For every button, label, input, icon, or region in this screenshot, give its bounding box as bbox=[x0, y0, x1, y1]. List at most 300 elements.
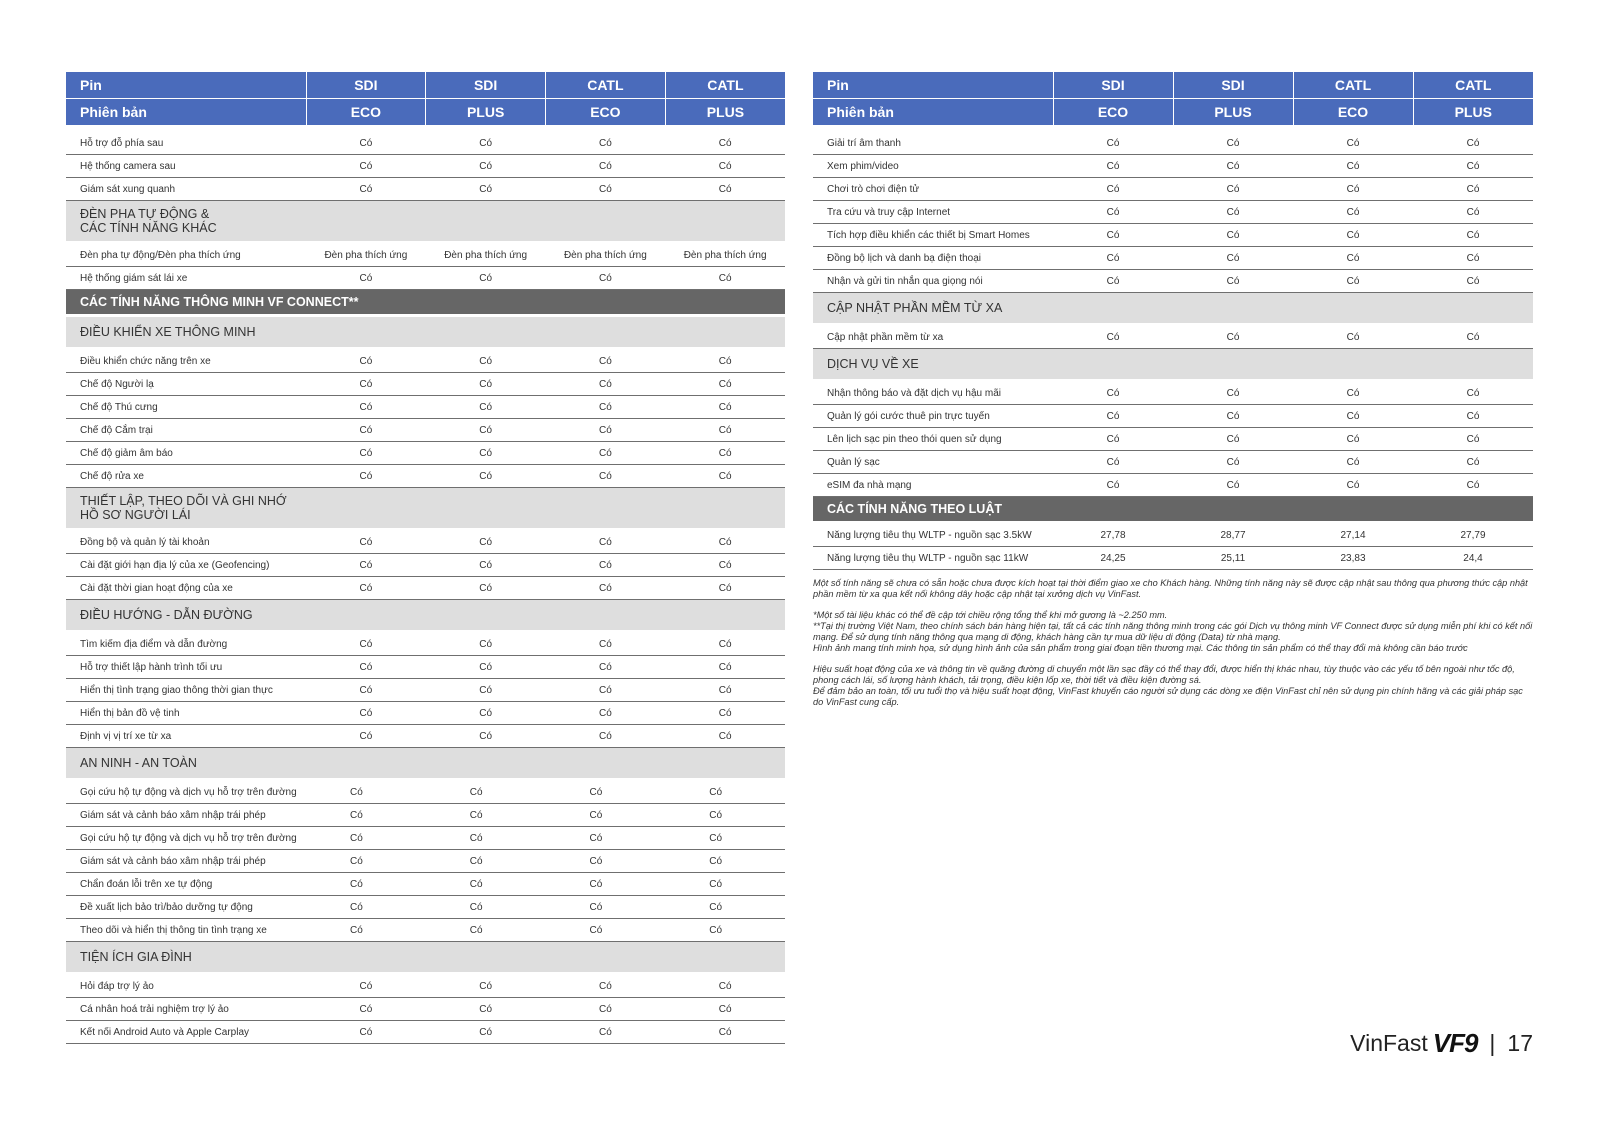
table-row bbox=[66, 396, 785, 419]
feature-value: Có bbox=[546, 827, 666, 850]
feature-value: Có bbox=[665, 896, 785, 919]
footnote-line: **Tại thị trường Việt Nam, theo chính sách bán hàng hiện tại, tất cả các tính năng thông minh trong các gói Dịch vụ thông minh VF Connect được sử dụng miễn phí khi có kết nối mạng. Để sử dụng tính năng thông qua mạng di động, khách hàng cần tự mua dữ liệu di động (Data) từ nhà mạng. bbox=[813, 621, 1533, 642]
feature-value: Có bbox=[546, 725, 666, 748]
section-title-line: DỊCH VỤ VỀ XE bbox=[827, 357, 919, 371]
feature-label: Giám sát xung quanh bbox=[66, 178, 306, 201]
feature-label: Chế độ Cắm trại bbox=[66, 419, 306, 442]
feature-label: Năng lượng tiêu thụ WLTP - nguồn sạc 3.5kW bbox=[813, 523, 1053, 547]
feature-value: Có bbox=[1413, 155, 1533, 178]
feature-value: Có bbox=[426, 656, 546, 679]
header-variant-cell: SDI bbox=[426, 72, 546, 99]
table-row bbox=[66, 373, 785, 396]
feature-value: 24,25 bbox=[1053, 547, 1173, 570]
feature-value: Có bbox=[1413, 451, 1533, 474]
table-row bbox=[66, 1021, 785, 1044]
feature-value: Đèn pha thích ứng bbox=[546, 243, 666, 267]
footnote-line: Một số tính năng sẽ chưa có sẵn hoặc chưa được kích hoạt tại thời điểm giao xe cho Khách hàng. Những tính năng này sẽ được cập nhật sau thông qua phương thức cập nhật phần mềm từ xa qua kết nối không dây hoặc cập nhật tại xưởng dịch vụ VinFast. bbox=[813, 578, 1528, 599]
feature-value: Có bbox=[306, 178, 426, 201]
header-variant-cell: SDI bbox=[1173, 72, 1293, 99]
feature-value: Có bbox=[665, 679, 785, 702]
feature-value: Có bbox=[665, 998, 785, 1021]
feature-value: Có bbox=[1053, 201, 1173, 224]
feature-value: Có bbox=[665, 349, 785, 373]
section-title bbox=[66, 942, 785, 974]
footnotes bbox=[813, 578, 1533, 718]
table-row bbox=[66, 632, 785, 656]
feature-label: Xem phim/video bbox=[813, 155, 1053, 178]
feature-value: Có bbox=[426, 974, 546, 998]
feature-value: 27,79 bbox=[1413, 523, 1533, 547]
feature-value: Có bbox=[546, 349, 666, 373]
table-row bbox=[813, 224, 1533, 247]
table-row bbox=[66, 827, 785, 850]
right-table-header bbox=[813, 72, 1533, 126]
feature-value: Có bbox=[306, 465, 426, 488]
footnote-paragraph bbox=[813, 578, 1533, 600]
left-spec-table bbox=[66, 72, 785, 1044]
footer-separator: | bbox=[1489, 1030, 1496, 1056]
feature-value: Có bbox=[306, 804, 426, 827]
feature-value: Có bbox=[546, 554, 666, 577]
feature-value: Có bbox=[1413, 428, 1533, 451]
table-row bbox=[66, 243, 785, 267]
feature-value: Có bbox=[1053, 325, 1173, 349]
feature-value: Có bbox=[546, 632, 666, 656]
feature-label: Chế độ giảm âm báo bbox=[66, 442, 306, 465]
header-label-cell: Pin bbox=[813, 72, 1053, 99]
feature-label: Lên lịch sạc pin theo thói quen sử dụng bbox=[813, 428, 1053, 451]
feature-value: Có bbox=[546, 998, 666, 1021]
feature-value: Có bbox=[1293, 451, 1413, 474]
feature-value: Có bbox=[1173, 451, 1293, 474]
feature-label: Chế độ Người lạ bbox=[66, 373, 306, 396]
feature-value: Có bbox=[1293, 178, 1413, 201]
feature-value: Có bbox=[1293, 155, 1413, 178]
footnote-line: *Một số tài liệu khác có thể đề cập tới chiều rộng tổng thể khi mở gương là ~2.250 mm. bbox=[813, 610, 1168, 620]
header-variant-cell: PLUS bbox=[1413, 99, 1533, 126]
header-row bbox=[66, 72, 785, 99]
feature-value: Có bbox=[306, 873, 426, 896]
table-row bbox=[813, 381, 1533, 405]
feature-value: Có bbox=[1053, 405, 1173, 428]
feature-value: 27,14 bbox=[1293, 523, 1413, 547]
feature-value: Có bbox=[665, 873, 785, 896]
feature-value: Có bbox=[306, 373, 426, 396]
feature-value: Có bbox=[306, 827, 426, 850]
table-row bbox=[813, 178, 1533, 201]
feature-value: Có bbox=[1413, 178, 1533, 201]
feature-value: Có bbox=[665, 1021, 785, 1044]
feature-value: Có bbox=[426, 132, 546, 155]
feature-value: Có bbox=[1293, 132, 1413, 155]
feature-value: Có bbox=[546, 155, 666, 178]
feature-value: Có bbox=[546, 442, 666, 465]
feature-value: Có bbox=[426, 827, 546, 850]
feature-value: Có bbox=[306, 554, 426, 577]
feature-value: Có bbox=[426, 554, 546, 577]
feature-value: Có bbox=[1293, 325, 1413, 349]
feature-value: 23,83 bbox=[1293, 547, 1413, 570]
feature-value: Có bbox=[306, 974, 426, 998]
section-title-line: ĐIỀU KHIỂN XE THÔNG MINH bbox=[80, 325, 256, 339]
feature-value: Có bbox=[1173, 155, 1293, 178]
category-title: CÁC TÍNH NĂNG THÔNG MINH VF CONNECT** bbox=[66, 290, 785, 316]
feature-value: Có bbox=[546, 702, 666, 725]
feature-label: Hệ thống giám sát lái xe bbox=[66, 267, 306, 290]
table-row bbox=[813, 132, 1533, 155]
feature-label: Kết nối Android Auto và Apple Carplay bbox=[66, 1021, 306, 1044]
section-title-line: ĐÈN PHA TỰ ĐỘNG & bbox=[80, 207, 210, 221]
category-header bbox=[813, 497, 1533, 523]
left-table-body bbox=[66, 126, 785, 1044]
table-row bbox=[66, 178, 785, 201]
feature-value: Có bbox=[426, 702, 546, 725]
feature-value: Có bbox=[1293, 428, 1413, 451]
feature-label: Hỏi đáp trợ lý ảo bbox=[66, 974, 306, 998]
feature-value: Có bbox=[426, 349, 546, 373]
feature-value: Có bbox=[546, 850, 666, 873]
feature-value: Có bbox=[665, 178, 785, 201]
header-variant-cell: CATL bbox=[1293, 72, 1413, 99]
section-title bbox=[66, 201, 785, 243]
feature-value: Có bbox=[665, 442, 785, 465]
footnote-paragraph bbox=[813, 664, 1533, 708]
feature-value: Có bbox=[1413, 247, 1533, 270]
feature-value: Có bbox=[546, 132, 666, 155]
feature-value: Có bbox=[546, 974, 666, 998]
table-row bbox=[66, 155, 785, 178]
feature-value: Có bbox=[306, 725, 426, 748]
table-row bbox=[66, 974, 785, 998]
feature-value: Có bbox=[665, 780, 785, 804]
table-row bbox=[66, 804, 785, 827]
feature-value: Có bbox=[1413, 325, 1533, 349]
section-header bbox=[66, 748, 785, 780]
table-row bbox=[66, 725, 785, 748]
header-row bbox=[813, 72, 1533, 99]
feature-value: Có bbox=[426, 804, 546, 827]
table-row bbox=[66, 679, 785, 702]
feature-value: Có bbox=[426, 850, 546, 873]
feature-label: Tích hợp điều khiển các thiết bị Smart Homes bbox=[813, 224, 1053, 247]
feature-value: Có bbox=[665, 656, 785, 679]
feature-value: Có bbox=[306, 1021, 426, 1044]
feature-label: Chẩn đoán lỗi trên xe tự động bbox=[66, 873, 306, 896]
feature-value: Có bbox=[665, 554, 785, 577]
feature-value: Có bbox=[306, 577, 426, 600]
section-title-line: CẬP NHẬT PHẦN MỀM TỪ XA bbox=[827, 301, 1003, 315]
feature-label: Hệ thống camera sau bbox=[66, 155, 306, 178]
feature-value: Có bbox=[1173, 132, 1293, 155]
feature-label: Giám sát và cảnh báo xâm nhập trái phép bbox=[66, 850, 306, 873]
header-variant-cell: CATL bbox=[1413, 72, 1533, 99]
feature-value: Có bbox=[1173, 325, 1293, 349]
header-variant-cell: PLUS bbox=[665, 99, 785, 126]
feature-value: Có bbox=[426, 178, 546, 201]
feature-value: Có bbox=[1413, 405, 1533, 428]
feature-value: Có bbox=[1173, 474, 1293, 497]
feature-value: Có bbox=[1413, 224, 1533, 247]
feature-value: Có bbox=[1053, 474, 1173, 497]
feature-label: Tra cứu và truy cập Internet bbox=[813, 201, 1053, 224]
feature-value: Có bbox=[665, 725, 785, 748]
table-row bbox=[66, 873, 785, 896]
feature-value: Có bbox=[306, 419, 426, 442]
table-row bbox=[66, 850, 785, 873]
feature-value: Có bbox=[306, 896, 426, 919]
feature-label: Nhận thông báo và đặt dịch vụ hậu mãi bbox=[813, 381, 1053, 405]
feature-value: Có bbox=[426, 679, 546, 702]
feature-value: Có bbox=[306, 267, 426, 290]
header-label-cell: Pin bbox=[66, 72, 306, 99]
feature-value: Có bbox=[1173, 178, 1293, 201]
table-row bbox=[813, 201, 1533, 224]
section-title-line: CÁC TÍNH NĂNG KHÁC bbox=[80, 221, 217, 235]
table-row bbox=[813, 547, 1533, 570]
footnote-line: Để đảm bảo an toàn, tối ưu tuổi thọ và hiệu suất hoạt động, VinFast khuyến cáo người sử dụng các dòng xe điện VinFast chỉ nên sử dụng pin chính hãng và các giải pháp sạc do VinFast cung cấp. bbox=[813, 686, 1523, 707]
feature-value: Có bbox=[426, 873, 546, 896]
feature-label: Chế độ rửa xe bbox=[66, 465, 306, 488]
feature-value: Có bbox=[665, 804, 785, 827]
feature-value: Có bbox=[1293, 474, 1413, 497]
left-table-header bbox=[66, 72, 785, 126]
feature-label: Điều khiển chức năng trên xe bbox=[66, 349, 306, 373]
feature-label: Định vị vị trí xe từ xa bbox=[66, 725, 306, 748]
feature-label: Giám sát và cảnh báo xâm nhập trái phép bbox=[66, 804, 306, 827]
page-number: 17 bbox=[1507, 1030, 1533, 1056]
feature-value: Có bbox=[665, 155, 785, 178]
header-variant-cell: CATL bbox=[546, 72, 666, 99]
table-row bbox=[66, 577, 785, 600]
feature-value: Có bbox=[426, 577, 546, 600]
section-title-line: THIẾT LẬP, THEO DÕI VÀ GHI NHỚ bbox=[80, 494, 287, 508]
section-title bbox=[66, 316, 785, 349]
feature-value: Có bbox=[426, 465, 546, 488]
section-title-line: ĐIỀU HƯỚNG - DẪN ĐƯỜNG bbox=[80, 608, 253, 622]
header-variant-cell: PLUS bbox=[426, 99, 546, 126]
header-variant-cell: SDI bbox=[1053, 72, 1173, 99]
brand-name: VinFast bbox=[1350, 1030, 1428, 1056]
feature-value: Có bbox=[306, 530, 426, 554]
feature-value: Có bbox=[306, 850, 426, 873]
feature-label: Chế độ Thú cưng bbox=[66, 396, 306, 419]
feature-value: Có bbox=[426, 442, 546, 465]
feature-value: Có bbox=[1053, 247, 1173, 270]
feature-value: 27,78 bbox=[1053, 523, 1173, 547]
feature-value: Có bbox=[546, 396, 666, 419]
feature-value: Có bbox=[306, 780, 426, 804]
feature-value: Có bbox=[665, 465, 785, 488]
table-row bbox=[813, 474, 1533, 497]
section-header bbox=[66, 316, 785, 349]
feature-label: Giải trí âm thanh bbox=[813, 132, 1053, 155]
feature-value: Có bbox=[665, 577, 785, 600]
feature-value: Có bbox=[1053, 428, 1173, 451]
feature-value: Có bbox=[426, 632, 546, 656]
feature-value: Có bbox=[306, 396, 426, 419]
feature-value: Có bbox=[306, 155, 426, 178]
table-row bbox=[66, 419, 785, 442]
section-title bbox=[813, 293, 1533, 325]
footnote-line: Hình ảnh mang tính minh họa, sử dụng hình ảnh của sản phẩm trong giai đoạn tiền thương mại. Các thông tin sản phẩm có thể thay đổi mà không cần báo trước bbox=[813, 643, 1468, 653]
section-header bbox=[66, 942, 785, 974]
feature-value: Có bbox=[546, 178, 666, 201]
feature-value: Có bbox=[426, 530, 546, 554]
section-header bbox=[813, 293, 1533, 325]
feature-value: Có bbox=[306, 702, 426, 725]
feature-value: Có bbox=[546, 873, 666, 896]
feature-label: Cập nhật phần mềm từ xa bbox=[813, 325, 1053, 349]
header-variant-cell: ECO bbox=[1053, 99, 1173, 126]
table-row bbox=[813, 523, 1533, 547]
feature-label: Gọi cứu hộ tự động và dịch vụ hỗ trợ trên đường bbox=[66, 780, 306, 804]
feature-value: Có bbox=[306, 679, 426, 702]
table-row bbox=[813, 270, 1533, 293]
feature-value: Có bbox=[1173, 381, 1293, 405]
feature-value: Có bbox=[665, 974, 785, 998]
feature-value: Có bbox=[546, 577, 666, 600]
feature-value: Có bbox=[306, 919, 426, 942]
feature-value: Có bbox=[1053, 270, 1173, 293]
section-title-line: AN NINH - AN TOÀN bbox=[80, 756, 197, 770]
table-row bbox=[66, 530, 785, 554]
right-table-body bbox=[813, 126, 1533, 570]
section-title-line: TIỆN ÍCH GIA ĐÌNH bbox=[80, 950, 192, 964]
feature-value: Có bbox=[665, 419, 785, 442]
feature-value: Đèn pha thích ứng bbox=[665, 243, 785, 267]
table-row bbox=[66, 554, 785, 577]
feature-label: Cá nhân hoá trải nghiệm trợ lý ảo bbox=[66, 998, 306, 1021]
feature-value: Có bbox=[1173, 224, 1293, 247]
feature-value: Có bbox=[546, 679, 666, 702]
table-row bbox=[813, 405, 1533, 428]
feature-value: Có bbox=[546, 919, 666, 942]
section-title-line: HỒ SƠ NGƯỜI LÁI bbox=[80, 508, 191, 522]
feature-value: Có bbox=[546, 656, 666, 679]
feature-value: Có bbox=[1173, 201, 1293, 224]
feature-value: Đèn pha thích ứng bbox=[306, 243, 426, 267]
section-title bbox=[66, 488, 785, 530]
feature-value: Có bbox=[1293, 270, 1413, 293]
feature-value: Có bbox=[665, 396, 785, 419]
feature-value: Có bbox=[1413, 270, 1533, 293]
feature-value: 28,77 bbox=[1173, 523, 1293, 547]
feature-value: Có bbox=[665, 919, 785, 942]
feature-value: Có bbox=[426, 780, 546, 804]
feature-value: Có bbox=[546, 530, 666, 554]
feature-value: Có bbox=[1293, 381, 1413, 405]
feature-value: Có bbox=[306, 442, 426, 465]
feature-value: Có bbox=[665, 850, 785, 873]
table-row bbox=[66, 702, 785, 725]
feature-value: Có bbox=[665, 530, 785, 554]
feature-label: Hỗ trợ thiết lập hành trình tối ưu bbox=[66, 656, 306, 679]
feature-value: Có bbox=[665, 702, 785, 725]
feature-label: Hỗ trợ đỗ phía sau bbox=[66, 132, 306, 155]
header-variant-cell: PLUS bbox=[1173, 99, 1293, 126]
table-row bbox=[813, 428, 1533, 451]
table-row bbox=[66, 349, 785, 373]
feature-label: Cài đặt giới hạn địa lý của xe (Geofencing) bbox=[66, 554, 306, 577]
feature-value: Có bbox=[546, 465, 666, 488]
feature-value: Có bbox=[665, 827, 785, 850]
feature-value: Có bbox=[1293, 247, 1413, 270]
feature-label: Hiển thị bản đồ vệ tinh bbox=[66, 702, 306, 725]
feature-value: Có bbox=[1413, 201, 1533, 224]
table-row bbox=[66, 132, 785, 155]
feature-value: Có bbox=[1053, 224, 1173, 247]
feature-label: Theo dõi và hiển thị thông tin tình trạng xe bbox=[66, 919, 306, 942]
table-row bbox=[813, 155, 1533, 178]
feature-value: Có bbox=[1053, 132, 1173, 155]
header-variant-cell: ECO bbox=[546, 99, 666, 126]
feature-value: Có bbox=[306, 349, 426, 373]
feature-label: Quản lý sạc bbox=[813, 451, 1053, 474]
section-header bbox=[66, 600, 785, 632]
category-title: CÁC TÍNH NĂNG THEO LUẬT bbox=[813, 497, 1533, 523]
section-header bbox=[66, 488, 785, 530]
table-row bbox=[813, 325, 1533, 349]
table-row bbox=[66, 267, 785, 290]
table-row bbox=[66, 442, 785, 465]
model-logo: VF9 bbox=[1432, 1028, 1478, 1058]
feature-label: Cài đặt thời gian hoạt động của xe bbox=[66, 577, 306, 600]
table-row bbox=[813, 451, 1533, 474]
feature-value: Có bbox=[1293, 201, 1413, 224]
feature-value: Đèn pha thích ứng bbox=[426, 243, 546, 267]
feature-value: Có bbox=[546, 373, 666, 396]
feature-value: Có bbox=[546, 1021, 666, 1044]
feature-value: Có bbox=[546, 804, 666, 827]
feature-value: Có bbox=[546, 267, 666, 290]
right-spec-table bbox=[813, 72, 1533, 570]
feature-value: Có bbox=[665, 132, 785, 155]
header-label-cell: Phiên bản bbox=[66, 99, 306, 126]
section-title bbox=[66, 600, 785, 632]
feature-value: Có bbox=[306, 632, 426, 656]
header-variant-cell: SDI bbox=[306, 72, 426, 99]
table-row bbox=[66, 656, 785, 679]
feature-value: Có bbox=[1293, 224, 1413, 247]
feature-label: Đồng bộ lịch và danh bạ điện thoại bbox=[813, 247, 1053, 270]
feature-label: Tìm kiếm địa điểm và dẫn đường bbox=[66, 632, 306, 656]
feature-value: Có bbox=[1053, 178, 1173, 201]
feature-label: Chơi trò chơi điện tử bbox=[813, 178, 1053, 201]
feature-value: Có bbox=[1293, 405, 1413, 428]
feature-value: 24,4 bbox=[1413, 547, 1533, 570]
feature-value: Có bbox=[546, 780, 666, 804]
feature-value: Có bbox=[426, 919, 546, 942]
feature-label: Đèn pha tự động/Đèn pha thích ứng bbox=[66, 243, 306, 267]
feature-value: Có bbox=[306, 998, 426, 1021]
feature-label: Nhận và gửi tin nhắn qua giọng nói bbox=[813, 270, 1053, 293]
feature-value: Có bbox=[665, 267, 785, 290]
section-title bbox=[813, 349, 1533, 381]
feature-value: Có bbox=[426, 155, 546, 178]
feature-value: 25,11 bbox=[1173, 547, 1293, 570]
feature-value: Có bbox=[306, 656, 426, 679]
feature-value: Có bbox=[546, 419, 666, 442]
feature-value: Có bbox=[1413, 381, 1533, 405]
header-variant-cell: CATL bbox=[665, 72, 785, 99]
table-row bbox=[66, 780, 785, 804]
header-label-cell: Phiên bản bbox=[813, 99, 1053, 126]
feature-value: Có bbox=[426, 998, 546, 1021]
feature-value: Có bbox=[426, 396, 546, 419]
feature-value: Có bbox=[426, 896, 546, 919]
category-header bbox=[66, 290, 785, 316]
feature-value: Có bbox=[1053, 451, 1173, 474]
